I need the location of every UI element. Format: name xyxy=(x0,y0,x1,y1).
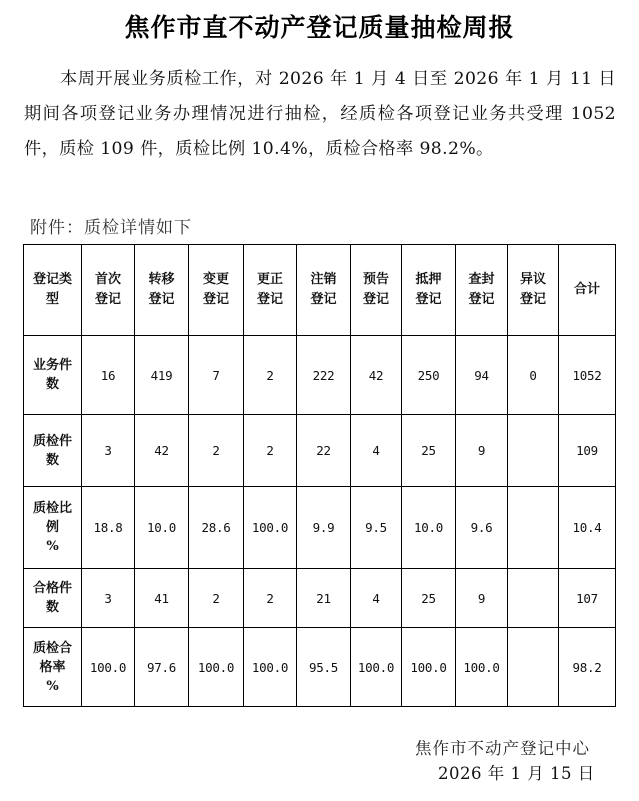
table-cell: 94 xyxy=(456,336,508,415)
table-cell: 109 xyxy=(559,415,616,487)
header-line: 抵押 xyxy=(415,272,442,287)
row-header xyxy=(24,336,82,415)
table-cell: 10.4 xyxy=(559,487,616,569)
row-header-line: 质检件 xyxy=(32,433,72,449)
header-line: 登记 xyxy=(310,292,337,307)
table-cell: 3 xyxy=(82,415,135,487)
table-cell: 222 xyxy=(297,336,351,415)
column-header-mortgage-registration xyxy=(402,245,456,336)
table-cell: 2 xyxy=(244,336,297,415)
table-body xyxy=(24,336,616,707)
row-header xyxy=(24,487,82,569)
table-cell: 95.5 xyxy=(297,628,351,707)
table-cell: 42 xyxy=(135,415,189,487)
table-cell: 25 xyxy=(402,415,456,487)
table-cell: 9.6 xyxy=(456,487,508,569)
row-header-line: 业务件 xyxy=(32,358,72,373)
inspected-count-row xyxy=(24,415,616,487)
table-cell: 100.0 xyxy=(189,628,244,707)
row-header-line: 数 xyxy=(45,452,59,468)
table-cell: 21 xyxy=(297,569,351,628)
table-header-row xyxy=(24,245,616,336)
row-header-line: 格率 xyxy=(39,659,66,675)
table-cell: 22 xyxy=(297,415,351,487)
table-cell: 4 xyxy=(351,415,402,487)
corner-header xyxy=(24,245,82,336)
table-cell: 9.9 xyxy=(297,487,351,569)
column-header-total xyxy=(559,245,616,336)
table-cell: 100.0 xyxy=(244,628,297,707)
column-header-transfer-registration xyxy=(135,245,189,336)
column-header-seizure-registration xyxy=(456,245,508,336)
row-header xyxy=(24,415,82,487)
table-cell: 18.8 xyxy=(82,487,135,569)
quality-inspection-table xyxy=(23,244,616,707)
row-header xyxy=(24,569,82,628)
pass-rate-row xyxy=(24,628,616,707)
header-line: 登记 xyxy=(94,292,121,307)
table-cell xyxy=(508,487,559,569)
table-cell: 100.0 xyxy=(244,487,297,569)
column-header-advance-notice-registration xyxy=(351,245,402,336)
column-header-cancellation-registration xyxy=(297,245,351,336)
table-cell xyxy=(508,569,559,628)
table-cell: 3 xyxy=(82,569,135,628)
table-cell: 419 xyxy=(135,336,189,415)
table-cell: 2 xyxy=(244,415,297,487)
business-count-row xyxy=(24,336,616,415)
table-cell xyxy=(508,415,559,487)
table-cell: 28.6 xyxy=(189,487,244,569)
header-line: 登记 xyxy=(202,292,229,307)
header-line: 注销 xyxy=(310,272,337,287)
table-cell: 4 xyxy=(351,569,402,628)
table-cell: 42 xyxy=(351,336,402,415)
table-cell: 9 xyxy=(456,569,508,628)
column-header-objection-registration xyxy=(508,245,559,336)
header-line: 登记 xyxy=(519,292,546,307)
header-line: 转移 xyxy=(148,272,175,287)
header-line: 合计 xyxy=(573,282,600,297)
header-line: 型 xyxy=(45,292,59,307)
row-header-line: 合格件 xyxy=(32,581,72,596)
header-line: 首次 xyxy=(94,272,121,287)
header-line: 登记 xyxy=(362,292,389,307)
header-line: 登记类 xyxy=(32,272,72,287)
row-header-line: % xyxy=(46,678,59,694)
row-header-line: % xyxy=(46,539,59,554)
table-cell: 0 xyxy=(508,336,559,415)
table-cell: 2 xyxy=(244,569,297,628)
header-line: 更正 xyxy=(256,272,283,287)
header-line: 查封 xyxy=(468,272,495,287)
table-cell: 100.0 xyxy=(351,628,402,707)
table-cell: 2 xyxy=(189,415,244,487)
table-cell: 10.0 xyxy=(135,487,189,569)
report-title: 焦作市直不动产登记质量抽检周报 xyxy=(124,13,515,42)
table-cell: 98.2 xyxy=(559,628,616,707)
table-cell: 1052 xyxy=(559,336,616,415)
intro-paragraph: 本周开展业务质检工作，对 2026 年 1 月 4 日至 2026 年 1 月 11 日期间各项登记业务办理情况进行抽检，经质检各项登记业务共受理 1052 件，质检 109 件，质检比例 10.4%，质检合格率 98.2%。 xyxy=(24,69,616,159)
table-cell: 9 xyxy=(456,415,508,487)
table-cell: 9.5 xyxy=(351,487,402,569)
column-header-first-registration xyxy=(82,245,135,336)
issuing-organization: 焦作市不动产登记中心 xyxy=(415,739,590,758)
header-line: 登记 xyxy=(256,292,283,307)
header-line: 异议 xyxy=(519,272,546,287)
row-header-line: 质检比 xyxy=(32,501,72,516)
row-header-line: 数 xyxy=(45,377,59,392)
issue-date: 2026 年 1 月 15 日 xyxy=(438,764,595,783)
header-line: 登记 xyxy=(148,292,175,307)
table-cell: 97.6 xyxy=(135,628,189,707)
header-line: 登记 xyxy=(468,292,495,307)
table-cell: 100.0 xyxy=(402,628,456,707)
inspection-ratio-row xyxy=(24,487,616,569)
column-header-correction-registration xyxy=(244,245,297,336)
row-header-line: 质检合 xyxy=(32,640,72,656)
header-line: 变更 xyxy=(202,272,229,287)
row-header xyxy=(24,628,82,707)
row-header-line: 数 xyxy=(45,600,59,615)
table-cell: 100.0 xyxy=(82,628,135,707)
table-cell: 7 xyxy=(189,336,244,415)
header-line: 登记 xyxy=(415,292,442,307)
table-cell xyxy=(508,628,559,707)
table-cell: 107 xyxy=(559,569,616,628)
table-cell: 250 xyxy=(402,336,456,415)
table-cell: 100.0 xyxy=(456,628,508,707)
attachment-label: 附件：质检详情如下 xyxy=(30,218,192,238)
header-line: 预告 xyxy=(362,272,389,287)
table-cell: 41 xyxy=(135,569,189,628)
row-header-line: 例 xyxy=(45,520,59,535)
table-cell: 2 xyxy=(189,569,244,628)
qualified-count-row xyxy=(24,569,616,628)
table-cell: 16 xyxy=(82,336,135,415)
table-cell: 10.0 xyxy=(402,487,456,569)
table-cell: 25 xyxy=(402,569,456,628)
column-header-change-registration xyxy=(189,245,244,336)
